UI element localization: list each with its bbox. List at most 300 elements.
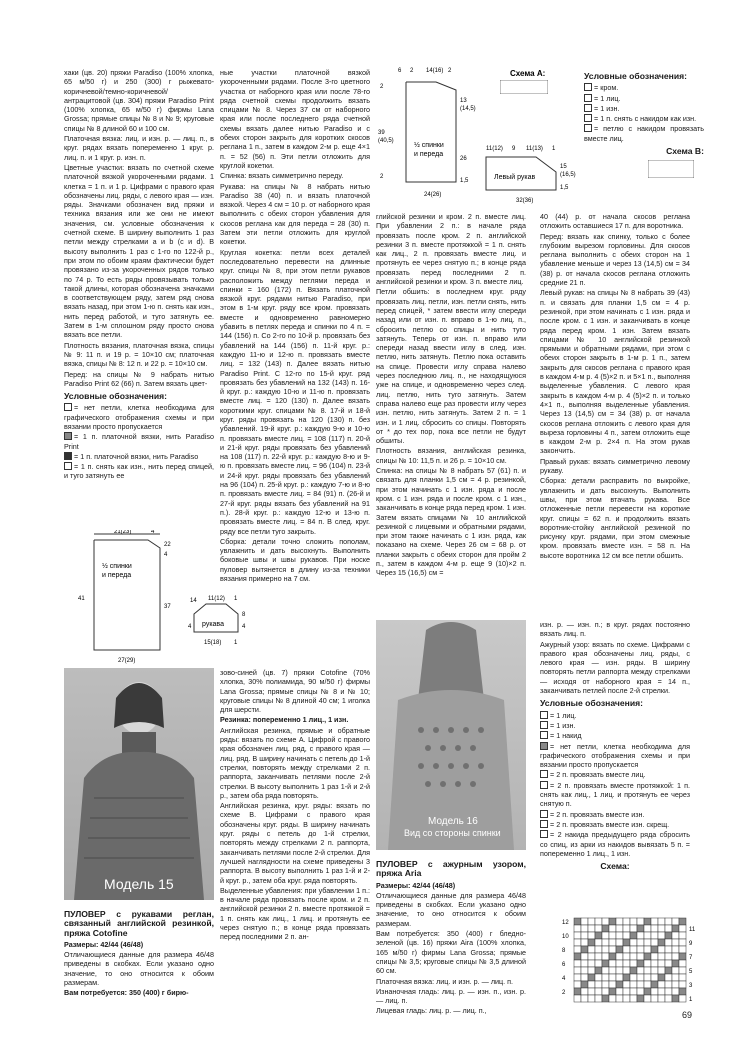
chart-cell xyxy=(665,974,672,981)
legend-title: Условные обозначения: xyxy=(540,698,643,709)
text: Платочная вязка: лиц. и изн. р. — лиц. п., в круг. рядах вязать попеременно 1 круг. р. лиц. п. и 1 круг. р. изн. п. xyxy=(64,134,214,162)
dim-label: (14,5) xyxy=(460,106,476,112)
chart-cell xyxy=(644,918,651,925)
chart-cell xyxy=(679,960,686,967)
chart-cell xyxy=(644,939,651,946)
cross-cell-icon xyxy=(64,432,72,440)
text: хаки (цв. 20) пряжи Paradiso (100% хлопка, 65 м/50 г) и 250 (300) г рыжевато-коричневой/темно-коричневой/антрацитовой (цв. 304) пряжи Paradiso Print (100% хлопка, 65 м/50 г) фирмы Lana Grossa; прямые спицы № 8 и № 9; круговые спицы № 8 длиной 60 и 100 см. xyxy=(64,68,214,133)
purl-icon xyxy=(540,721,548,729)
filled-cell-icon xyxy=(64,452,72,460)
text: Ажурный узор: вязать по схеме. Цифрами с правого края обозначены лиц. ряды, с левого края — изн. ряды. В ширину повторять петли раппорта между стрелками — исходя от наборного края = 14 п., заканчивать петлей после 2-й стрелки. xyxy=(540,639,690,696)
chart-cell xyxy=(679,925,686,932)
text: Правый рукав: вязать симметрично левому рукаву. xyxy=(540,456,690,476)
page-number: 69 xyxy=(681,1010,692,1020)
chart-cell xyxy=(679,967,686,974)
chart-cell xyxy=(672,988,679,995)
chart-cell xyxy=(630,988,637,995)
chart-cell xyxy=(623,988,630,995)
schema-title: Схема: xyxy=(600,861,630,872)
chart-cell xyxy=(623,974,630,981)
row-label: 1 xyxy=(689,997,693,1003)
photo-subcaption: Вид со стороны спинки xyxy=(404,828,501,838)
chart-cell xyxy=(581,995,588,1002)
cluster-icon xyxy=(540,830,548,838)
dim-label: 2 xyxy=(380,84,384,90)
chart-cell xyxy=(672,925,679,932)
chart-cell xyxy=(574,946,581,953)
chart-cell xyxy=(595,960,602,967)
legend-item: = нет петли, клетка необходима для графического отображения схемы и при вязании просто пропускается xyxy=(540,741,690,770)
legend-item: = 2 п. провязать вместе протяжкой: 1 п. снять как лиц., 1 лиц. и протянуть ее через снятую п. xyxy=(540,780,690,809)
chart-cell xyxy=(658,967,665,974)
chart-cell xyxy=(581,960,588,967)
model-photo-figure xyxy=(64,668,214,900)
chart-cell xyxy=(679,974,686,981)
legend-item: = нет петли, клетка необходима для графического отображения схемы и при вязании просто пропускается xyxy=(64,403,214,431)
chart-cell xyxy=(602,932,609,939)
dim-label: 27(29) xyxy=(118,658,136,664)
chart-cell xyxy=(588,925,595,932)
chart-cell xyxy=(602,995,609,1002)
chart-cell xyxy=(609,925,616,932)
row-label: 5 xyxy=(689,969,693,975)
chart-cell xyxy=(679,946,686,953)
chart-cell xyxy=(651,988,658,995)
legend-item: = 2 п. провязать вместе изн. xyxy=(540,810,690,819)
dim-label: 13 xyxy=(460,98,467,104)
dim-label: 37 xyxy=(164,604,171,610)
chart-cell xyxy=(588,981,595,988)
chart-cell xyxy=(623,925,630,932)
chart-cell xyxy=(679,995,686,1002)
photo-model-16 xyxy=(376,620,526,850)
column-1-top xyxy=(64,68,214,482)
chart-cell xyxy=(595,967,602,974)
dim-label: 21(23) xyxy=(114,530,132,535)
chart-cell xyxy=(574,995,581,1002)
chart-cell xyxy=(602,918,609,925)
sizes: Размеры: 42/44 (46/48) xyxy=(376,880,456,890)
chart-cell xyxy=(623,953,630,960)
chart-cell xyxy=(574,925,581,932)
chart-cell xyxy=(630,974,637,981)
schema-a-grid xyxy=(500,80,548,94)
chart-cell xyxy=(637,981,644,988)
chart-cell xyxy=(672,946,679,953)
chart-cell xyxy=(581,974,588,981)
chart-cell xyxy=(581,939,588,946)
chart-cell xyxy=(665,953,672,960)
chart-cell xyxy=(665,932,672,939)
chart-cell xyxy=(581,981,588,988)
chart-cell xyxy=(658,939,665,946)
chart-cell xyxy=(616,988,623,995)
dim-label: 9 xyxy=(512,146,516,152)
chart-cell xyxy=(609,953,616,960)
text: Вам потребуется: 350 (400) г бледно-зеленой (цв. 16) пряжи Aira (100% хлопка, 165 м/50 г) фирмы Lana Grossa; прямые спицы № 3,5; круговые спицы № 3,5 длиной 60 см. xyxy=(376,929,526,976)
chart-cell xyxy=(581,946,588,953)
text: Изнаночная гладь: лиц. р. — изн. п., изн. р. — лиц. п. xyxy=(376,986,526,1006)
chart-cell xyxy=(665,960,672,967)
chart-cell xyxy=(637,967,644,974)
text: изн. р. — изн. п.; в круг. рядах постоянно вязать лиц. п. xyxy=(540,620,690,639)
text: ные участки платочной вязкой укороченными рядами. После 3-го цветного участка от наборного края или после 78-го ряда счетной схемы продолжить вязать спицами № 8. Через 37 см от наборного края или после последнего ряда счетной схемы вязать далее нитью Paradiso и с обеих сторон закрыть для коротких скосов реглана 1 п., затем в каждом 2-м р. еще 4×1 п. = 52 (56) п. Эти петли отложить для круглой кокетки. xyxy=(220,68,370,170)
chart-cell xyxy=(581,925,588,932)
dim-label: 41 xyxy=(78,596,85,602)
chart-cell xyxy=(679,939,686,946)
chart-cell xyxy=(630,932,637,939)
chart-cell xyxy=(581,932,588,939)
dim-label: 8 xyxy=(242,612,246,618)
chart-cell xyxy=(630,925,637,932)
chart-cell xyxy=(616,981,623,988)
dim-label: 24(26) xyxy=(424,192,442,198)
chart-cell xyxy=(602,988,609,995)
chart-cell xyxy=(616,918,623,925)
chart-cell xyxy=(679,953,686,960)
empty-cell-icon xyxy=(64,403,72,411)
purl-icon xyxy=(584,104,592,112)
chart-cell xyxy=(588,995,595,1002)
chart-cell xyxy=(658,946,665,953)
row-label: 10 xyxy=(562,934,569,940)
schema-b-grid xyxy=(648,160,694,178)
dim-label: (40,5) xyxy=(378,138,394,144)
chart-cell xyxy=(588,988,595,995)
chart-cell xyxy=(644,946,651,953)
chart-cell xyxy=(672,939,679,946)
chart-cell xyxy=(672,974,679,981)
chart-cell xyxy=(651,925,658,932)
legend-item: = 1 накид xyxy=(540,731,690,740)
legend-item: = 1 лиц. xyxy=(584,94,704,103)
chart-cell xyxy=(637,995,644,1002)
piece-label: и переда xyxy=(102,572,132,579)
chart-cell xyxy=(630,960,637,967)
chart-cell xyxy=(588,939,595,946)
chart-cell xyxy=(588,932,595,939)
legend-item: = 1 п. снять с накидом как изн. xyxy=(584,114,704,123)
chart-cell xyxy=(602,967,609,974)
chart-cell xyxy=(574,932,581,939)
row-label: 6 xyxy=(562,962,566,968)
yarn-over-icon xyxy=(540,731,548,739)
no-stitch-icon xyxy=(540,742,548,750)
dim-label: 11(12) xyxy=(208,596,225,602)
chart-cell xyxy=(630,918,637,925)
chart-cell xyxy=(574,960,581,967)
dim-label: 2 xyxy=(380,174,384,180)
chart-cell xyxy=(609,988,616,995)
row-label: 8 xyxy=(562,948,566,954)
text: Отличающиеся данные для размера 46/48 приведены в скобках. Если указано одно значение, то оно относится к обоим размерам. xyxy=(64,950,214,988)
chart-cell xyxy=(644,974,651,981)
chart-cell xyxy=(672,960,679,967)
chart-cell xyxy=(630,995,637,1002)
chart-cell xyxy=(658,974,665,981)
chart-cell xyxy=(574,967,581,974)
model-15-description xyxy=(64,906,214,999)
chart-cell xyxy=(665,981,672,988)
chart-cell xyxy=(623,981,630,988)
dim-label: 1,5 xyxy=(560,185,569,191)
chart-cell xyxy=(609,960,616,967)
chart-cell xyxy=(651,939,658,946)
chart-cell xyxy=(602,953,609,960)
chart-cell xyxy=(616,932,623,939)
legend-item: = 2 п. провязать вместе изн. скрещ. xyxy=(540,820,690,829)
piece-label: ½ спинки xyxy=(414,142,444,149)
chart-cell xyxy=(644,932,651,939)
chart-cell xyxy=(574,918,581,925)
dim-label: 4 xyxy=(242,624,246,630)
chart-cell xyxy=(609,939,616,946)
chart-cell xyxy=(588,960,595,967)
photo-model-15 xyxy=(64,668,214,900)
chart-cell xyxy=(609,932,616,939)
chart-cell xyxy=(595,995,602,1002)
legend-item: = 1 изн. xyxy=(584,104,704,113)
chart-cell xyxy=(637,918,644,925)
dim-label: 4 xyxy=(164,552,168,558)
chart-cell xyxy=(595,974,602,981)
chart-cell xyxy=(658,953,665,960)
chart-cell xyxy=(651,995,658,1002)
edge-icon xyxy=(584,83,592,91)
chart-cell xyxy=(672,995,679,1002)
text: Английская резинка, прямые и обратные ряды: вязать по схеме А. Цифрой с правого края обозначен лиц. ряд, с правого края — лиц. ряд. В ширину начинать с петель до 1-й стрелки, повторять между стрелками 2 п. раппорта, заканчивать петлями после 2-й стрелки. В высоту выполнить 1 раз 1-й и 2-й р., затем оба ряда повторять. xyxy=(220,725,370,800)
chart-cell xyxy=(679,988,686,995)
chart-cell xyxy=(574,974,581,981)
dim-label: 15 xyxy=(560,164,567,170)
dim-label: 39 xyxy=(378,130,385,136)
text: Сборка: детали точно сложить пополам, увлажнить и дать высохнуть. Выполнить боковые швы и швы рукавов. При носке пуловер вытянется в длину из-за техники вязания примерно на 7 см. xyxy=(220,536,370,584)
column-2-top xyxy=(220,68,370,584)
column-4-mid xyxy=(540,212,690,561)
chart-cell xyxy=(609,981,616,988)
chart-cell xyxy=(679,981,686,988)
text: Перед: на спицы № 9 набрать нитью Paradiso Print 62 (66) п. Затем вязать цвет- xyxy=(64,369,214,388)
knit-icon xyxy=(540,711,548,719)
dim-label: 1 xyxy=(234,640,238,646)
dim-label: 22 xyxy=(164,542,171,548)
chart-cell xyxy=(602,925,609,932)
text: Круглая кокетка: петли всех деталей последовательно перевести на длинные круг. спицы № 8, при этом петли рукавов расположить между петлями переда и спинки = 160 (172) п. Вязать платочной вязкой круг. рядами нитью Paradiso, при этом в 1-м круг. ряду все кром. провязать вместе и одновременно равномерно убавить в петлях переда и спинки по 4 п. = 144 (156) п. Со 2-го по 10-й р. провязать без убавлений на 144 (156) п. 11-й круг. р.: каждую 11-ю и 12-ю п. провязать вместе лиц. = 132 (143) п. Далее вязать нитью Paradiso Print. С 12-го по 15-й круг. ряд провязать без убавлений на 132 (143) п. 16-й круг. р.: каждую 10-ю и 11-ю п. провязать вместе лиц. = 120 (130) п. Далее вязать короткими круг. спицами № 8. 17-й и 18-й круг. ряды провязать на 120 (130) п. без убавлений. 19-й круг. р.: каждую 9-ю и 10-ю п. провязать вместе лиц. = 108 (117) п. 20-й и 21-й круг. ряды провязать без убавлений на 108 (117) п. 22-й круг. р.: каждую 8-ю и 9-ю п. провязать вместе лиц. = 96 (104) п. 23-й и 24-й круг. ряды провязать без убавлений на 96 (104) п. 25-й круг. р.: каждую 7-ю и 8-ю п. провязать вместе лиц. = 84 (91) п. (26-й и 27-й круг. ряды вязать без убавлений на 91 п.). 28-й круг. р.: каждую 12-ю и 13-ю п. провязать вместе лиц. = 84 п. В след. круг. ряду все петли туго закрыть. xyxy=(220,247,371,536)
chart-cell xyxy=(672,918,679,925)
chart-cell xyxy=(574,981,581,988)
chart-cell xyxy=(616,967,623,974)
lace-chart-grid xyxy=(560,912,700,1008)
chart-cell xyxy=(672,967,679,974)
chart-cell xyxy=(637,974,644,981)
text: Резинка: попеременно 1 лиц., 1 изн. xyxy=(220,715,349,725)
chart-cell xyxy=(665,946,672,953)
schema-title: Схема В: xyxy=(666,146,704,157)
text: Цветные участки: вязать по счетной схеме платочной вязкой укороченными рядами. 1 клетка = 1 п. и 1 р. Цифрами с правого края обозначены лиц. ряды, с левого края — изн. ряды. Значками обозначен вид пряжи и техника вязания или же они не имеют значения, см. условные обозначения к счетной схеме. В ширину выполнить 1 раз петли между стрелками а и b (с и d). В высоту выполнить 1 раз с 1-го по 122-й р., при этом по обоим краям фактически будет провязано из-за укороченных рядов только по 74 р. То есть ряды провязывать только такой длины, которая обозначена значками в соответствующем ряду, затем ряд снова вязать назад, при этом 1-ю п. снять как изн., нить перед работой, и туго затянуть ее. Затем в 1-м сплошном ряду просто снова вязать все петли. xyxy=(64,162,214,340)
chart-cell xyxy=(595,981,602,988)
chart-cell xyxy=(637,939,644,946)
chart-cell xyxy=(644,967,651,974)
chart-cell xyxy=(651,967,658,974)
piece-label: Левый рукав xyxy=(494,174,536,181)
row-label: 12 xyxy=(562,920,569,926)
chart-cell xyxy=(581,918,588,925)
legend-item: = 1 п. платочной вязки, нить Paradiso xyxy=(64,452,214,461)
schema-sleeve-small xyxy=(186,594,256,662)
chart-cell xyxy=(623,946,630,953)
chart-cell xyxy=(637,925,644,932)
dim-label: 14(16) xyxy=(426,68,444,74)
chart-cell xyxy=(679,932,686,939)
text: Вам потребуется: 350 (400) г бирю- xyxy=(64,988,189,998)
dim-label: 1 xyxy=(234,596,238,602)
legend-title: Условные обозначения: xyxy=(584,71,687,81)
chart-cell xyxy=(609,946,616,953)
chart-cell xyxy=(665,918,672,925)
chart-cell xyxy=(623,960,630,967)
chart-cell xyxy=(644,953,651,960)
chart-cell xyxy=(644,960,651,967)
chart-cell xyxy=(665,925,672,932)
chart-cell xyxy=(644,981,651,988)
chart-cell xyxy=(644,995,651,1002)
chart-cell xyxy=(637,960,644,967)
chart-cell xyxy=(637,953,644,960)
chart-cell xyxy=(672,953,679,960)
chart-cell xyxy=(581,988,588,995)
chart-cell xyxy=(630,953,637,960)
chart-cell xyxy=(616,953,623,960)
text: Спинка: вязать симметрично переду. xyxy=(220,171,344,181)
text: Сборка: детали расправить по выкройке, увлажнить и дать высохнуть. Выполнить швы, при этом втачать рукава. Все отложенные петли перевести на короткие круг. спицы = 62 п. и продолжить вязать воротник-стойку английской резинкой по рисунку круг. рядами, при этом смежные кром. провязать вместе изн. = 58 п. На высоте воротника 12 см все петли обшить. xyxy=(540,476,690,560)
text: зово-синей (цв. 7) пряжи Cotofine (70% хлопка, 30% полиамида, 90 м/50 г) фирмы Lana Grossa; прямые спицы № 8 и № 10; круговые спицы № 8 длиной 40 см; 1 иголка для шерсти. xyxy=(220,668,370,715)
chart-cell xyxy=(588,918,595,925)
piece-label: и переда xyxy=(414,151,444,158)
column-bottom-4 xyxy=(540,620,690,873)
chart-cell xyxy=(574,939,581,946)
knit-together-icon xyxy=(584,124,592,132)
chart-cell xyxy=(672,981,679,988)
chart-cell xyxy=(616,939,623,946)
dim-label: 1,5 xyxy=(460,178,469,184)
schema-body-left xyxy=(76,530,186,665)
chart-cell xyxy=(679,918,686,925)
chart-cell xyxy=(644,925,651,932)
text: Платочная вязка: лиц. и изн. р. — лиц. п. xyxy=(376,976,514,986)
chart-cell xyxy=(609,918,616,925)
chart-cell xyxy=(651,932,658,939)
chart-cell xyxy=(602,981,609,988)
chart-cell xyxy=(630,946,637,953)
chart-cell xyxy=(595,925,602,932)
model-title: ПУЛОВЕР с рукавами реглан, связанный английской резинкой, пряжа Cotofine xyxy=(64,909,214,938)
chart-cell xyxy=(581,953,588,960)
text: 40 (44) р. от начала скосов реглана отложить оставшиеся 17 п. для воротника. xyxy=(540,212,690,231)
legend-item: = 1 изн. xyxy=(540,721,690,730)
photo-caption: Модель 16 xyxy=(428,816,478,827)
chart-cell xyxy=(616,974,623,981)
chart-cell xyxy=(651,974,658,981)
chart-cell xyxy=(644,988,651,995)
check-cell-icon xyxy=(64,462,72,470)
chart-cell xyxy=(602,946,609,953)
chart-cell xyxy=(588,946,595,953)
chart-cell xyxy=(623,932,630,939)
chart-cell xyxy=(588,953,595,960)
chart-cell xyxy=(665,988,672,995)
chart-cell xyxy=(595,988,602,995)
row-label: 2 xyxy=(562,990,566,996)
dim-label: 14 xyxy=(190,598,197,604)
chart-cell xyxy=(609,995,616,1002)
chart-cell xyxy=(651,953,658,960)
chart-cell xyxy=(658,995,665,1002)
chart-cell xyxy=(623,939,630,946)
chart-cell xyxy=(581,967,588,974)
legend-item: = 1 п. снять как изн., нить перед спицей, и туго затянуть ее xyxy=(64,462,214,481)
chart-cell xyxy=(595,953,602,960)
text: Английская резинка, круг. ряды: вязать по схеме В. Цифрами с правого края обозначены круг. ряды. В ширину начинать круг. ряды с петель до 1-й стрелки, повторять между стрелками 2 п. раппорта, заканчивать петлями после 2-й стрелки. Для лучшей наглядности на схеме приведены 3 раппорта. В высоту выполнить 1 раз 1-й и 2-й круг. р., затем оба круг. ряда повторять. xyxy=(220,801,370,885)
chart-cell xyxy=(658,932,665,939)
chart-cell xyxy=(665,967,672,974)
model-16-description xyxy=(376,856,526,1017)
chart-cell xyxy=(665,939,672,946)
k2tog-icon xyxy=(540,770,548,778)
row-label: 9 xyxy=(689,941,693,947)
chart-cell xyxy=(651,918,658,925)
chart-cell xyxy=(637,946,644,953)
piece-label: рукава xyxy=(202,621,224,628)
text: Плотность вязания, английская резинка, спицы № 10: 11,5 п. и 26 р. = 10×10 см. xyxy=(376,446,526,465)
dim-label: 11(13) xyxy=(526,146,543,152)
piece-label: ½ спинки xyxy=(102,563,132,570)
ssk-icon xyxy=(540,781,548,789)
chart-cell xyxy=(658,925,665,932)
chart-cell xyxy=(623,967,630,974)
chart-cell xyxy=(637,988,644,995)
chart-cell xyxy=(574,988,581,995)
column-3-mid xyxy=(376,212,526,579)
chart-cell xyxy=(595,918,602,925)
text: Выделенные убавления: при убавлении 1 п.: в начале ряда провязать после кром. и 2 п. английской резинки 2 п. вместе протяжкой = 1 п. снять как лиц., 1 лиц. и протянуть ее через снятую п.; в конце ряда провязать перед последними 2 п. ан- xyxy=(220,885,370,942)
chart-cell xyxy=(602,960,609,967)
dim-label: 2 xyxy=(410,68,414,74)
dim-label: 4 xyxy=(188,624,192,630)
text: Перед: вязать как спинку, только с более глубоким вырезом горловины. Для скосов реглана выполнить с обеих сторон на 1 убавление меньше и через 13 (14,5) см = 34 (38) р. от начала скосов реглана отложить средние 21 п. xyxy=(540,231,690,288)
chart-cell xyxy=(651,981,658,988)
chart-cell xyxy=(595,939,602,946)
dim-label: 11(12) xyxy=(486,146,503,152)
chart-cell xyxy=(658,988,665,995)
chart-cell xyxy=(665,995,672,1002)
chart-cell xyxy=(630,939,637,946)
chart-cell xyxy=(616,995,623,1002)
photo-caption: Модель 15 xyxy=(104,876,174,892)
row-label: 11 xyxy=(689,927,696,933)
chart-cell xyxy=(651,946,658,953)
dim-label: 26 xyxy=(460,156,467,162)
sizes: Размеры: 42/44 (46/48) xyxy=(64,939,144,949)
p2tog-icon xyxy=(540,810,548,818)
column-bottom-2 xyxy=(220,668,370,943)
chart-cell xyxy=(595,946,602,953)
dim-label: 2 xyxy=(448,68,452,74)
text: Петли обшить: в последнем круг. ряду провязать лиц. петли, изн. петли снять, нить перед спицей, * затем ввести иглу спереди назад или от изн. п. вправо в 1-ю лиц. п., сбросить петлю со спицы и нить туго затянуть. Теперь от изн. п. вправо или спереди назад ввести иглу в след. изн. петлю, нить затянуть. Петлю пока оставить на спице. Провести иглу справа налево через последнюю лиц. п., не находящуюся уже на спице, и одновременно через след. лиц. петлю, нить туго затянуть. Затем справа налево еще раз провести иглу через изн. петлю, нить затянуть. Затем 2 п. = 1 изн. и 1 лиц. сбросить со спицы. Повторять от * до тех пор, пока все петли не будут обшиты. xyxy=(376,287,526,446)
text: Спинка: на спицы № 8 набрать 57 (61) п. и связать для планки 1,5 см = 4 р. резинкой, при этом начинать с 1 изн. ряда и после кром. с 1 изн. ряда и после кром. с 1 изн., заканчивать в конце ряда перед кром. 1 изн. Затем вязать спицами № 10 английской резинкой с лицевыми и обратными рядами, при этом также начинать с 1 изн. ряда, как показано на схеме. Через 26 см = 68 р. от планки закрыть с обеих сторон для пройм 2 п., затем в каждом 4-м р. еще 9 (10)×2 п. Через 15 (16,5) см = xyxy=(376,466,526,578)
text: Отличающиеся данные для размера 46/48 приведены в скобках. Если указано одно значение, то оно относится к обоим размерам. xyxy=(376,890,526,928)
legend-item: = 2 п. провязать вместе лиц. xyxy=(540,770,690,779)
dim-label: 4 xyxy=(151,530,155,535)
